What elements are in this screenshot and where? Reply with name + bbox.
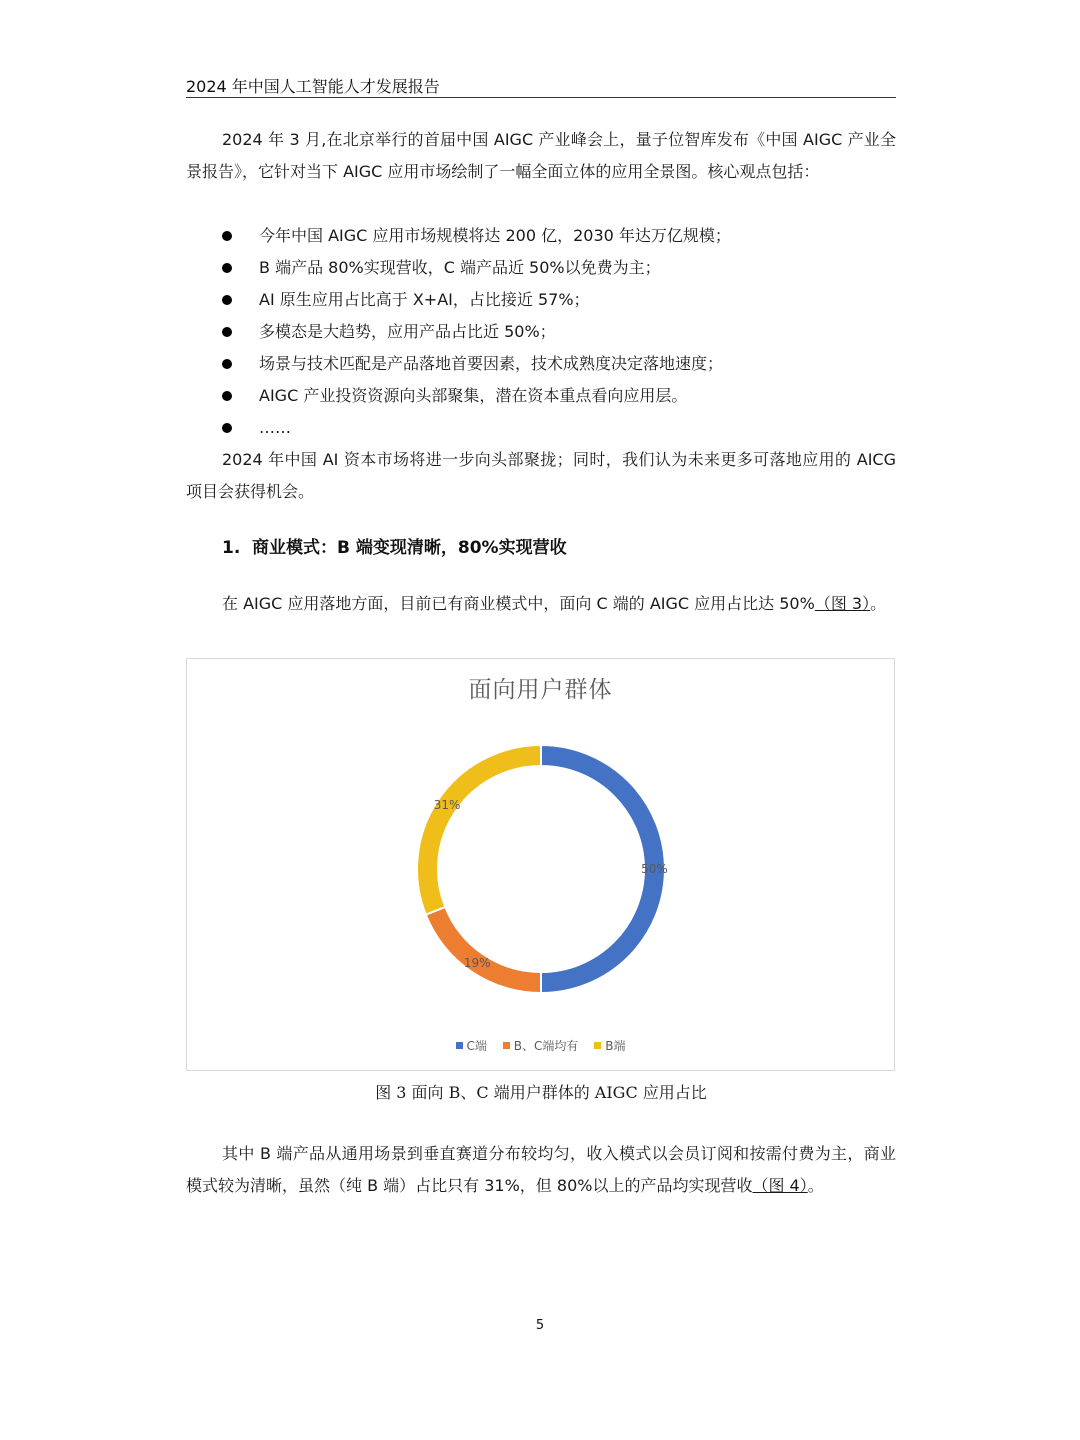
legend-swatch: [456, 1042, 463, 1049]
chart-frame: [186, 658, 895, 1071]
bullet-icon: [222, 327, 232, 337]
running-header: 2024 年中国人工智能人才发展报告: [186, 76, 896, 98]
legend-item: [503, 1037, 579, 1054]
section-number: 1.: [222, 538, 241, 558]
list-item: 今年中国 AIGC 应用市场规模将达 200 亿，2030 年达万亿规模；: [186, 220, 896, 252]
section-title: 商业模式：B 端变现清晰，80%实现营收: [252, 538, 567, 558]
bullet-icon: [222, 423, 232, 433]
key-points-list: [186, 220, 896, 444]
legend-label: C端: [466, 1039, 487, 1053]
slice-b-and-c: [426, 907, 541, 993]
slice-b-end: [417, 745, 541, 915]
legend-swatch: [503, 1042, 510, 1049]
list-item: AIGC 产业投资资源向头部聚集，潜在资本重点看向应用层。: [186, 380, 896, 412]
figure-4-link[interactable]: （图 4）: [752, 1176, 808, 1195]
outlook-paragraph: 2024 年中国 AI 资本市场将进一步向头部聚拢；同时，我们认为未来更多可落地应用的 AICG 项目会获得机会。: [186, 450, 896, 501]
list-item: B 端产品 80%实现营收，C 端产品近 50%以免费为主；: [186, 252, 896, 284]
section-heading: [222, 533, 567, 563]
list-item: 场景与技术匹配是产品落地首要因素，技术成熟度决定落地速度；: [186, 348, 896, 380]
bullet-icon: [222, 231, 232, 241]
bullet-icon: [222, 295, 232, 305]
chart-title: 面向用户群体: [468, 677, 613, 703]
list-item: ……: [186, 412, 896, 444]
section-paragraph: 在 AIGC 应用落地方面，目前已有商业模式中，面向 C 端的 AIGC 应用占比达 50%（图 3）。: [222, 594, 887, 613]
legend-label: B、C端均有: [513, 1039, 579, 1053]
legend-item: [456, 1037, 487, 1054]
page-number: 5: [535, 1318, 545, 1333]
chart-legend: [187, 1037, 894, 1054]
figure-3-link[interactable]: （图 3）: [814, 594, 871, 613]
list-item: AI 原生应用占比高于 X+AI，占比接近 57%；: [186, 284, 896, 316]
closing-paragraph: 其中 B 端产品从通用场景到垂直赛道分布较均匀，收入模式以会员订阅和按需付费为主，商业模式较为清晰，虽然（纯 B 端）占比只有 31%，但 80%以上的产品均实现营收（图 4）。: [186, 1144, 896, 1195]
bullet-icon: [222, 391, 232, 401]
data-label: 50%: [641, 862, 668, 876]
legend-item: [594, 1037, 625, 1054]
legend-swatch: [594, 1042, 601, 1049]
donut-chart: [187, 659, 894, 1070]
intro-paragraph: 2024 年 3 月,在北京举行的首届中国 AIGC 产业峰会上，量子位智库发布《中国 AIGC 产业全景报告》，它针对当下 AIGC 应用市场绘制了一幅全面立体的应用全景图。核心观点包括：: [186, 130, 896, 181]
legend-label: B端: [605, 1039, 626, 1053]
figure-caption: 图 3 面向 B、C 端用户群体的 AIGC 应用占比: [375, 1083, 707, 1102]
data-label: 31%: [433, 798, 461, 813]
data-label: 19%: [463, 955, 491, 970]
bullet-icon: [222, 359, 232, 369]
bullet-icon: [222, 263, 232, 273]
list-item: 多模态是大趋势，应用产品占比近 50%；: [186, 316, 896, 348]
